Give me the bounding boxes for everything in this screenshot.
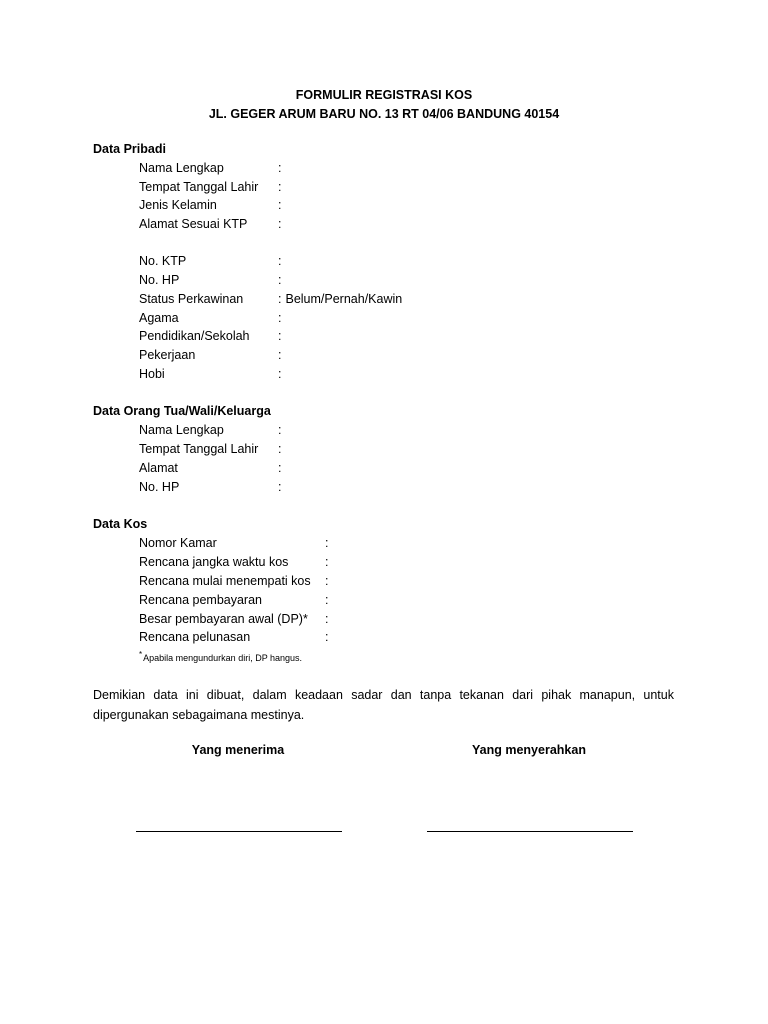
field-colon: : (278, 161, 282, 175)
field-colon: : (325, 630, 329, 644)
form-title: FORMULIR REGISTRASI KOS (295, 88, 473, 102)
field-colon: : (278, 198, 282, 212)
field-colon: : (325, 593, 329, 607)
form-address: JL. GEGER ARUM BARU NO. 13 RT 04/06 BANDUNG 40154 (208, 107, 560, 121)
field-label: Tempat Tanggal Lahir (139, 180, 259, 194)
section-heading-kos: Data Kos (93, 517, 148, 531)
field-label: Nama Lengkap (139, 161, 224, 175)
section-heading-pribadi: Data Pribadi (93, 142, 166, 156)
field-value: Belum/Pernah/Kawin (285, 292, 403, 306)
declaration-paragraph: Demikian data ini dibuat, dalam keadaan sadar dan tanpa tekanan dari pihak manapun, untuk dipergunakan sebagaimana mestinya. (93, 688, 674, 722)
field-label: Rencana mulai menempati kos (139, 574, 311, 588)
field-label: Pekerjaan (139, 348, 196, 362)
section-heading-keluarga: Data Orang Tua/Wali/Keluarga (93, 404, 271, 418)
field-label: Rencana pembayaran (139, 593, 262, 607)
signature-label-receiver: Yang menerima (191, 743, 285, 757)
field-colon: : (278, 254, 282, 268)
field-label: Pendidikan/Sekolah (139, 329, 250, 343)
field-colon: : (325, 612, 329, 626)
field-label: Hobi (139, 367, 165, 381)
field-colon: : (278, 180, 282, 194)
field-colon: : (278, 217, 282, 231)
field-label: Tempat Tanggal Lahir (139, 442, 259, 456)
field-label: Jenis Kelamin (139, 198, 217, 212)
footnote-text: Apabila mengundurkan diri, DP hangus. (143, 653, 303, 663)
footnote-mark: * (139, 650, 143, 659)
field-colon: : (325, 536, 329, 550)
field-colon: : (325, 574, 329, 588)
field-label: No. HP (139, 480, 180, 494)
field-label: Rencana pelunasan (139, 630, 251, 644)
field-label: No. KTP (139, 254, 187, 268)
field-colon: : (278, 329, 282, 343)
field-colon: : (278, 480, 282, 494)
field-label: Nama Lengkap (139, 423, 224, 437)
signature-label-submitter: Yang menyerahkan (472, 743, 586, 757)
field-colon: : Belum/Pernah/Kawin (278, 292, 403, 306)
field-label: Rencana jangka waktu kos (139, 555, 289, 569)
field-colon: : (278, 423, 282, 437)
signature-line-receiver (136, 831, 342, 832)
dp-footnote (139, 650, 302, 663)
field-colon: : (278, 442, 282, 456)
field-colon: : (278, 461, 282, 475)
field-colon: : (278, 367, 282, 381)
field-label: Agama (139, 311, 179, 325)
field-label: Besar pembayaran awal (DP)* (139, 612, 308, 626)
field-label: Alamat (139, 461, 178, 475)
field-label: No. HP (139, 273, 180, 287)
field-colon: : (278, 273, 282, 287)
field-colon: : (278, 311, 282, 325)
field-colon: : (278, 348, 282, 362)
field-label: Status Perkawinan (139, 292, 244, 306)
field-colon: : (325, 555, 329, 569)
field-label: Nomor Kamar (139, 536, 217, 550)
signature-line-submitter (427, 831, 633, 832)
field-label: Alamat Sesuai KTP (139, 217, 248, 231)
